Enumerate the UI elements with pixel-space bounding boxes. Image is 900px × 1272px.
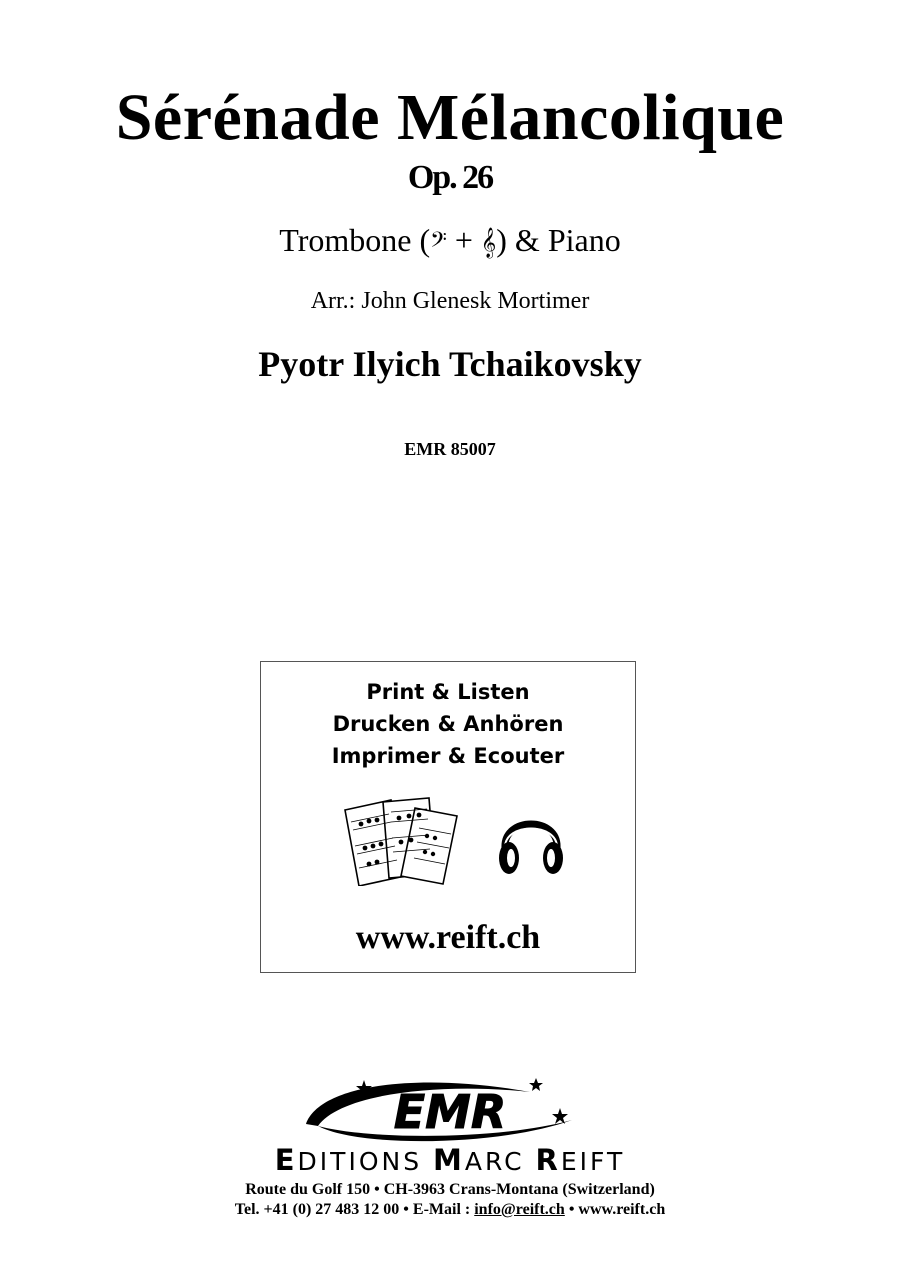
publisher-word-marc: ARC <box>464 1147 536 1176</box>
promo-line-fr: Imprimer & Ecouter <box>331 744 565 768</box>
publisher-name <box>0 1145 900 1177</box>
emr-logo <box>300 1074 584 1146</box>
publisher-initial-e: E <box>274 1143 298 1177</box>
bass-clef-icon: 𝄢 <box>430 228 447 258</box>
promo-line-de: Drucken & Anhören <box>332 712 564 736</box>
clef-plus: + <box>446 222 481 258</box>
logo-text: EMR <box>393 1085 507 1139</box>
instrumentation <box>0 220 900 263</box>
treble-clef-icon: 𝄞 <box>480 228 497 258</box>
promo-line-en: Print & Listen <box>366 680 530 704</box>
instrument-prefix: Trombone ( <box>279 222 431 258</box>
composer: Pyotr Ilyich Tchaikovsky <box>258 344 642 384</box>
publisher-word-reift: EIFT <box>560 1147 626 1176</box>
publisher-initial-r: R <box>535 1143 561 1177</box>
publisher-tel: Tel. +41 (0) 27 483 12 00 • E-Mail : <box>234 1201 475 1218</box>
publisher-initial-m: M <box>433 1143 465 1177</box>
arranger: Arr.: John Glenesk Mortimer <box>310 288 590 314</box>
publisher-word-editions: DITIONS <box>297 1147 434 1176</box>
headphones-icon <box>495 802 567 882</box>
print-listen-box <box>260 661 636 973</box>
catalog-number: EMR 85007 <box>404 439 496 459</box>
publisher-address: Route du Golf 150 • CH-3963 Crans-Montana (Switzerland) <box>245 1181 655 1198</box>
sheet-music-icon <box>339 796 469 886</box>
publisher-contact <box>0 1200 900 1220</box>
opus-number: Op. 26 <box>407 159 493 196</box>
instrument-suffix: ) & Piano <box>496 222 621 258</box>
page-title: Sérénade Mélancolique <box>115 81 785 154</box>
publisher-web[interactable]: • www.reift.ch <box>564 1201 666 1218</box>
promo-website[interactable]: www.reift.ch <box>355 919 541 956</box>
email-link[interactable]: info@reift.ch <box>474 1201 565 1218</box>
